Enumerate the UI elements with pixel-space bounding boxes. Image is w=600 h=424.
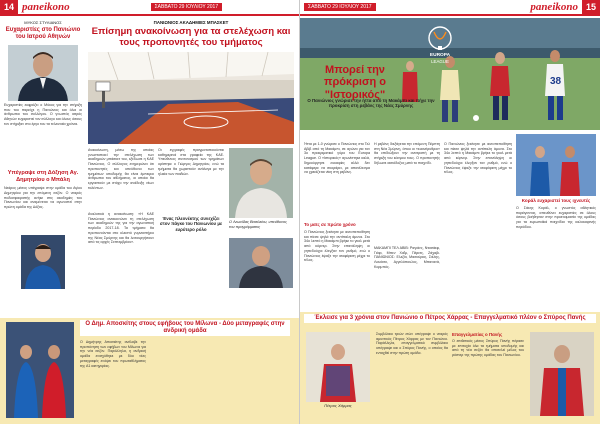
harras-photo: [306, 332, 370, 402]
right-bottom-body: Συμβόλαιο τριών ετών υπέγραψε ο νεαρός αμυντικός Πέτρος Χάρρας με τον Πανιώνιο. Παράλληλα, επαγγελματικό συμβόλαιο υπέγραψε και ο Σπύρος Πανής, ο οποίος θα ενταχθεί στην πρώτη ομάδα.: [376, 332, 448, 355]
second-player-image: [530, 332, 594, 416]
right-col-3: [444, 142, 512, 294]
team-photo: [6, 322, 74, 418]
player-photo: [21, 235, 65, 289]
team-group-image: [6, 322, 74, 418]
right-page-header: [300, 0, 600, 16]
portrait-icon: [8, 45, 78, 101]
pull-quote: Ένας πλεονέκτης συνεχίζει στον πάγκο του Πανιωνίου με ευρύτερο ρόλο: [159, 216, 223, 232]
side-article-kicker: ΜΥΚΟΣ ΣΤΥΛΙΑΝΟΣ: [24, 20, 62, 25]
harras-caption: Πέτρος Χάρρας: [324, 403, 352, 408]
coach-photo: [229, 148, 293, 218]
second-coach-photo: [229, 238, 293, 288]
dateline-right: ΣΑΒΒΑΤΟ 29 ΙΟΥΛΙΟΥ 2017: [304, 3, 376, 11]
main-title: Επίσημη ανακοίνωση για τα στελέχωση και τους προπονητές του τμήματος: [91, 26, 291, 48]
main-article-col2: [158, 148, 224, 232]
page-number: 14: [0, 0, 18, 14]
left-bottom-body: Ο Δημήτρης Αποσκίτης ανέλαβε την προπόνηση των εφήβων του Μίλωνα για την νέα σεζόν. Παράλληλα, η ανδρική ομάδα ενισχύθηκε με δύο νέες μεταγραφές ενόψει του πρωταθλήματος της Α1 κατηγορίας.: [80, 340, 146, 368]
brand-name-right: paneikono: [530, 1, 578, 13]
side-article-body: Ευχαριστίες εκφράζει ο Μύκος για την στήριξη που του παρείχε η Πανιώνιος και όλοι οι άνθρωποι του συλλόγου. Ο γνωστός ιατρός Αθηνών ευχαριστεί τον σύλλογο και όλους όσους τον στήριξαν στο έργο του τα τελευταία χρόνια.: [4, 103, 82, 126]
right-bottom-title: Έκλεισε για 3 χρόνια στον Πανιώνιο ο Πέτρος Χάρρας - Επαγγελματικό πλέον ο Σπύρος Πανής: [304, 314, 596, 323]
right-col-1: [304, 142, 370, 300]
basketball-court-image: [88, 52, 294, 144]
players-group-image: [516, 134, 596, 196]
logo-line-1: EUROPA: [429, 53, 451, 58]
coach-caption-text: Ο Λεωνίδας Βασιλείου, υπεύθυνος του προγράμματος: [229, 220, 287, 229]
dateline: ΣΑΒΒΑΤΟ 29 ΙΟΥΛΙΟΥ 2017: [151, 3, 223, 11]
harras-caption-box: [306, 403, 370, 408]
left-page-header: [0, 0, 299, 16]
main-right-title-box: [300, 64, 410, 101]
main-right-subtitle: Ο Πανιώνιος γνώρισε την ήττα από τη Μακάμπι και πήγε την προκρίση στη ρεβάνς της Νέας Σμύρνης: [307, 98, 435, 109]
right-body-1: Ήττα με 1-0 γνώρισε ο Πανιώνιος στο Τελ Αβίβ από τη Μακάμπι, σε αγώνα για τον 3ο προκριματικό γύρο του Europa League. Ο «Ιστορικός» αγωνίστηκε καλά, δημιούργησε ευκαιρίες αλλά δεν κατάφερε να σκοράρει, με αποτέλεσμα να χρειάζεται νίκη στη ρεβάνς.: [304, 142, 370, 175]
second-side-body: Νεάρος μέσος υπέγραψε στην ομάδα του Αγίου Δημητρίου για την επόμενη σεζόν. Ο νεαρός ποδοσφαιριστής ανήκε στις ακαδημίες του Πανιωνίου και αναμένεται να αγωνιστεί στην πρώτη ομάδα της Δόξας.: [4, 186, 82, 209]
main-kicker: ΠΑΝΙΩΝΙΟΣ ΑΚΑΔΗΜΙΕΣ ΜΠΑΣΚΕΤ: [153, 20, 229, 25]
page-number-right: 15: [582, 0, 600, 14]
main-article-col1: [88, 148, 154, 270]
brand-name: paneikono: [22, 1, 70, 13]
second-portrait-icon: [229, 238, 293, 288]
left-bottom-body-wrap: [80, 340, 290, 420]
right-body-2: Ο Πανιώνιος ξεκίνησε με αυτοπεποίθηση και πίεσε ψηλά την αντίπαλη άμυνα. Στο 34ο λεπτό η Μακάμπι βρήκε το γκολ μετά από κόρνερ. Στην επανάληψη οι γηπεδούχοι έλεγξαν τον ρυθμό, ενώ ο Πανιώνιος έψαξε την ισοφάριση μέχρι το τέλος.: [304, 230, 370, 263]
small-photo-body: Ο Σάκης Κοράλ, ο γνωστός αθλητικός παράγοντας, απευθύνει ευχαριστίες σε όλους όσους βοήθησαν στην προετοιμασία της ομάδας για τα ευρωπαϊκά παιχνίδια της καλοκαιρινής περιόδου.: [516, 206, 596, 229]
right-bottom-col2: [452, 332, 524, 415]
right-page: [300, 0, 600, 424]
lineup-text: ΜΑΚΑΜΠΙ ΤΕΛ ΑΒΙΒ: Ραγιάνς, Ντασάεφ, Γιάιρ, Μπεν Χαΐμ, Πέρετς, Ζάχαβι. ΠΑΝΙΩΝΙΟΣ: Ελεζάι, Μασούρας, Σιέλης, Λουάσα, Αγγελόπουλος, Μπανανά, Κορμπός.: [374, 246, 440, 269]
svg-text:38: 38: [550, 76, 562, 87]
main-body-3: Οι εγγραφές πραγματοποιούνται καθημερινά στα γραφεία της ΚΑΕ. Υπεύθυνος συντονισμού των τμημάτων ορίστηκε ο Γιώργος Δημητρίου, ενώ τα τμήματα θα χωριστούν ανάλογα με την ηλικία των παιδιών.: [158, 148, 224, 176]
main-right-title: Μπορεί την πρόκριση ο "Ιστορικός": [324, 64, 386, 101]
right-body-3: Η ρεβάνς διεξάγεται την επόμενη Πέμπτη στη Νέα Σμύρνη, όπου οι «κυανέρυθροι» θα επιδιώξουν την ανατροπή με τη στήριξη του κόσμου τους. Ο προπονητής δήλωσε αισιόδοξος μετά το παιχνίδι.: [374, 142, 440, 165]
small-photo-caption: Κοράλ ευχαριστεί τους ιχνευτές: [521, 198, 591, 203]
side-article: [4, 20, 82, 173]
player-with-shirt-image: [306, 332, 370, 402]
player-portrait-icon: [21, 235, 65, 289]
panis-photo: [530, 332, 594, 416]
main-body-2: Αναλυτικά η ανακοίνωση: «Η ΚΑΕ Πανιώνιος ανακοινώνει τη στελέχωση των ακαδημιών της για την αγωνιστική περίοδο 2017-18. Τα τμήματα θα προπονούνται στο κλειστό γυμναστήριο της Νέας Σμύρνης και θα λειτουργήσουν από τις αρχές Σεπτεμβρίου».: [88, 212, 154, 245]
gym-photo: [88, 52, 294, 144]
coach-caption: [229, 220, 293, 229]
right-body-3b: Ο Πανιώνιος ξεκίνησε με αυτοπεποίθηση και πίεσε ψηλά την αντίπαλη άμυνα. Στο 34ο λεπτό η Μακάμπι βρήκε το γκολ μετά από κόρνερ. Στην επανάληψη οι γηπεδούχοι έλεγξαν τον ρυθμό, ενώ ο Πανιώνιος έψαξε την ισοφάριση μέχρι το τέλος.: [444, 142, 512, 175]
logo-line-2: LEAGUE: [431, 59, 449, 64]
europa-league-logo: [420, 24, 460, 66]
subtitle-box: [304, 98, 438, 109]
right-col-2: [374, 142, 440, 296]
small-photo-caption-box: [516, 198, 596, 286]
doctor-photo: [8, 45, 78, 101]
right-bottom-col1: [376, 332, 448, 418]
right-bottom-body-2: Ο επιθετικός μέσος Σπύρος Πανής πέρασε με επιτυχία όλα τα τμήματα υποδομής και από τη νέα σεζόν θα αποτελεί μέλος του ρόστερ της πρώτης ομάδας του Πανιωνίου.: [452, 339, 524, 358]
main-article: [88, 20, 294, 49]
ceremony-photo: [516, 134, 596, 196]
second-side-article: [4, 170, 82, 289]
side-article-title: Ευχαριστίες στο Πανιώνιο του Ιατρού Αθηνών: [5, 27, 81, 40]
main-body-1: Ανακοίνωση, μέσω της οποίας γνωστοποιεί την στελέχωση των ακαδημιών μπάσκετ του, εξέδωσε η ΚΑΕ Πανιώνιος. Ο σύλλογος ενημερώνει ότι προπονητές και υπεύθυνοι των τμημάτων υποδομής θα είναι έμπειροι άνθρωποι του αθλήματος, οι οποίοι θα εργαστούν με στόχο την ανάδειξη νέων ταλέντων.: [88, 148, 154, 190]
coach-portrait-icon: [229, 148, 293, 218]
left-bottom-title: Ο Δημ. Αποσκίτης στους εφήβους του Μίλωνα - Δύο μεταγραφές στην ανδρική ομάδα: [80, 320, 290, 336]
right-bottom-subhead: Επαγγελματίας ο Πανής: [452, 332, 503, 337]
second-side-title: Υπέγραψε στη Δόξηση Αγ. Δημητρίου ο Μπάλη: [7, 170, 79, 183]
right-subhead: Το ματς σε πρώτο χρόνο: [304, 222, 356, 227]
